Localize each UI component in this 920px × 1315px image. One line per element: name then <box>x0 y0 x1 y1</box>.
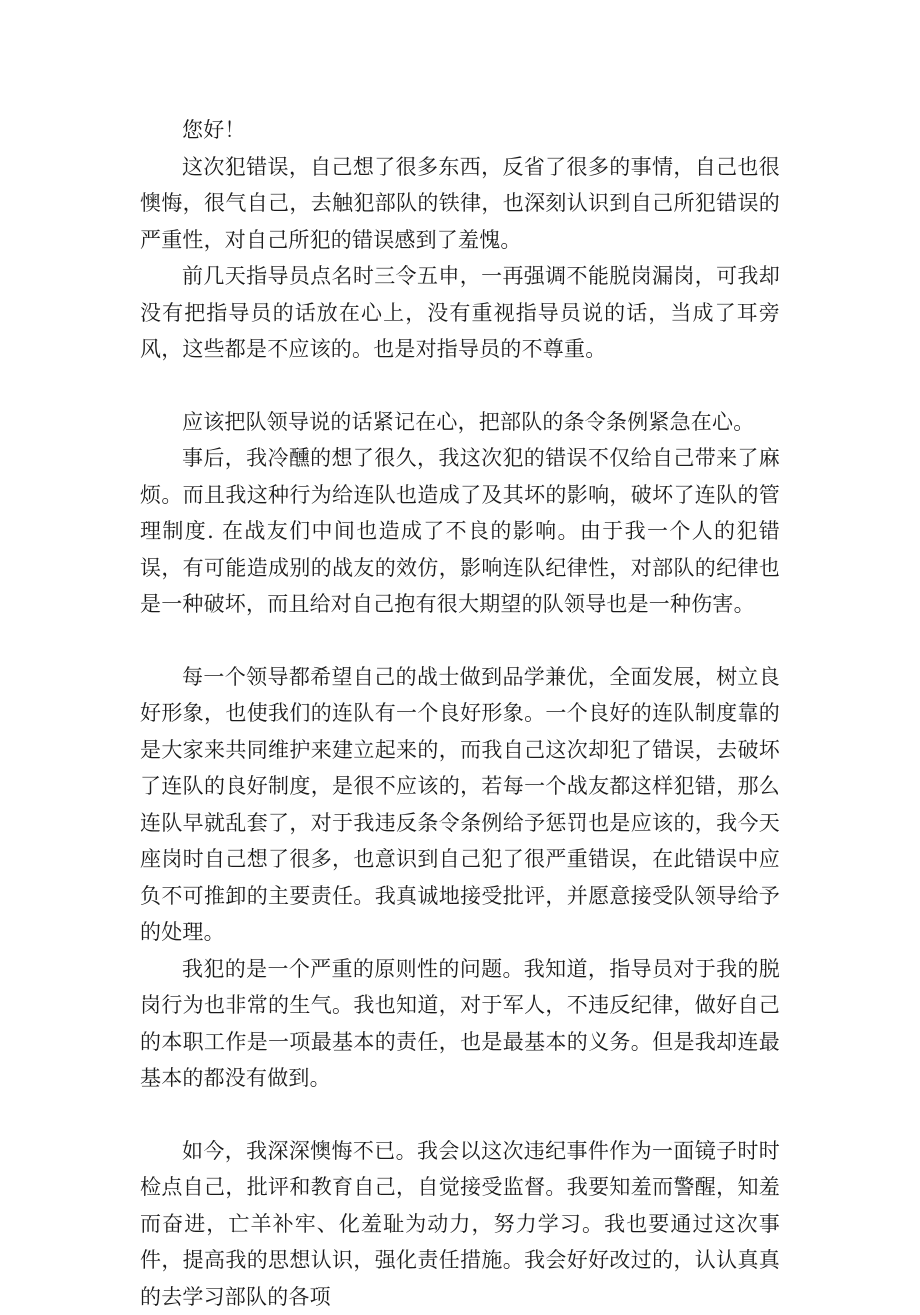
paragraph-6: 我犯的是一个严重的原则性的问题。我知道，指导员对于我的脱岗行为也非常的生气。我也知道，对于军人，不违反纪律，做好自己的本职工作是一项最基本的责任，也是最基本的义务。但是我却连最基本的都没有做到。 <box>140 951 780 1097</box>
paragraph-1: 这次犯错误，自己想了很多东西，反省了很多的事情，自己也很懊悔，很气自己，去触犯部队的铁律，也深刻认识到自己所犯错误的严重性，对自己所犯的错误感到了羞愧。 <box>140 149 780 259</box>
paragraph-gap <box>140 1097 780 1133</box>
paragraph-5: 每一个领导都希望自己的战士做到品学兼优，全面发展，树立良好形象，也使我们的连队有一个良好形象。一个良好的连队制度靠的是大家来共同维护来建立起来的，而我自己这次却犯了错误，去破坏了连队的良好制度，是很不应该的，若每一个战友都这样犯错，那么连队早就乱套了，对于我违反条令条例给予惩罚也是应该的，我今天座岗时自己想了很多，也意识到自己犯了很严重错误，在此错误中应负不可推卸的主要责任。我真诚地接受批评，并愿意接受队领导给予的处理。 <box>140 659 780 951</box>
greeting: 您好！ <box>140 112 780 149</box>
paragraph-2: 前几天指导员点名时三令五申，一再强调不能脱岗漏岗，可我却没有把指导员的话放在心上，没有重视指导员说的话，当成了耳旁风，这些都是不应该的。也是对指导员的不尊重。 <box>140 258 780 368</box>
paragraph-3: 应该把队领导说的话紧记在心，把部队的条令条例紧急在心。 <box>140 404 780 441</box>
paragraph-gap <box>140 368 780 404</box>
letter-body <box>140 112 780 1315</box>
paragraph-4: 事后，我冷醺的想了很久，我这次犯的错误不仅给自己带来了麻烦。而且我这种行为给连队也造成了及其坏的影响，破坏了连队的管理制度. 在战友们中间也造成了不良的影响。由于我一个人的犯错误，有可能造成别的战友的效仿，影响连队纪律性，对部队的纪律也是一种破坏，而且给对自己抱有很大期望的队领导也是一种伤害。 <box>140 440 780 623</box>
paragraph-gap <box>140 623 780 659</box>
paragraph-7: 如今，我深深懊悔不已。我会以这次违纪事件作为一面镜子时时检点自己，批评和教育自己，自觉接受监督。我要知羞而警醒，知羞而奋进，亡羊补牢、化羞耻为动力，努力学习。我也要通过这次事件，提高我的思想认识，强化责任措施。我会好好改过的，认认真真的去学习部队的各项 <box>140 1133 780 1315</box>
